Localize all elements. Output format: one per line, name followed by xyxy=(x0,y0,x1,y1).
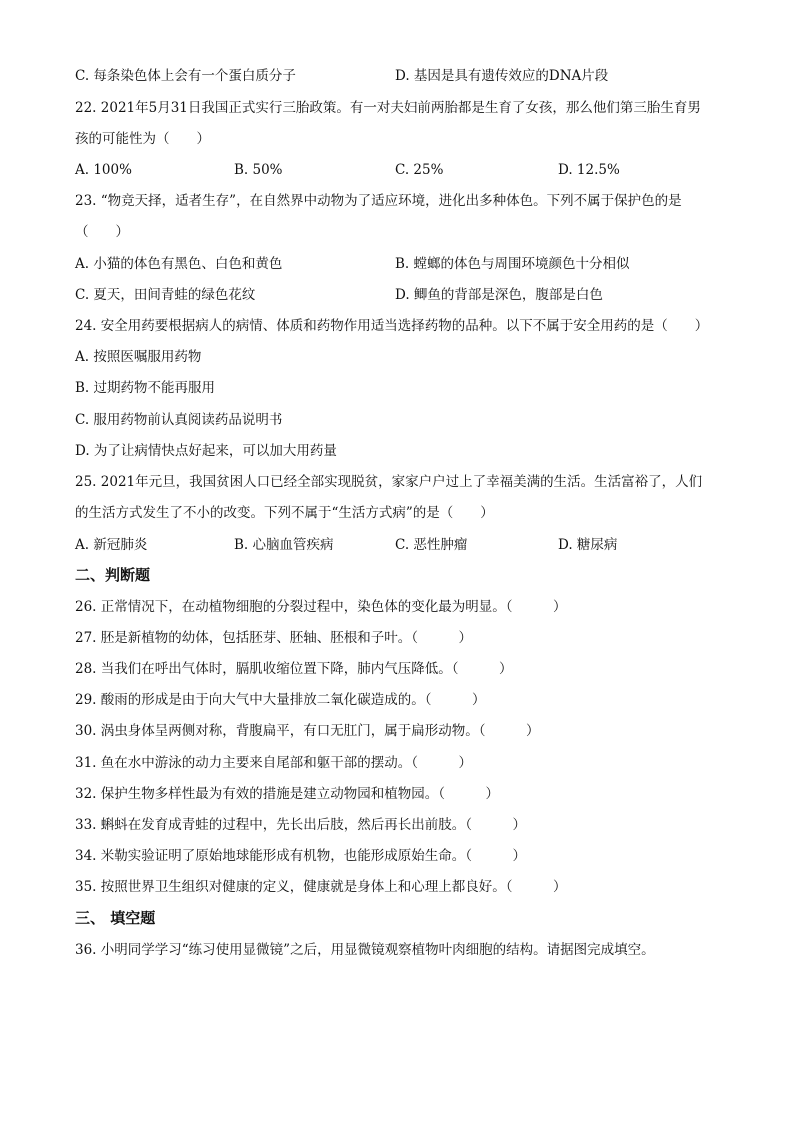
q25-stem-line-2: 的生活方式发生了不小的改变。下列不属于“生活方式病”的是（ ） xyxy=(75,505,494,521)
q21-option-d[interactable]: D. 基因是具有遗传效应的DNA片段 xyxy=(395,68,609,84)
q22-option-b[interactable]: B. 50% xyxy=(234,162,283,178)
q22-option-c[interactable]: C. 25% xyxy=(395,162,444,178)
judge-item-29: 29. 酸雨的形成是由于向大气中大量排放二氧化碳造成的。（ ） xyxy=(75,692,486,708)
q24-option-b[interactable]: B. 过期药物不能再服用 xyxy=(75,380,216,396)
judge-item-28: 28. 当我们在呼出气体时，膈肌收缩位置下降，肺内气压降低。（ ） xyxy=(75,661,513,677)
q25-stem-line-1: 25. 2021年元旦，我国贫困人口已经全部实现脱贫，家家户户过上了幸福美满的生活。生活富裕了，人们 xyxy=(75,474,703,490)
judge-item-26: 26. 正常情况下，在动植物细胞的分裂过程中，染色体的变化最为明显。（ ） xyxy=(75,599,567,615)
judge-item-33: 33. 蝌蚪在发育成青蛙的过程中，先长出后肢，然后再长出前肢。（ ） xyxy=(75,817,527,833)
judge-item-32: 32. 保护生物多样性最为有效的措施是建立动物园和植物园。（ ） xyxy=(75,786,500,802)
q25-option-d[interactable]: D. 糖尿病 xyxy=(558,537,618,553)
q22-option-d[interactable]: D. 12.5% xyxy=(558,162,620,178)
judge-item-34: 34. 米勒实验证明了原始地球能形成有机物，也能形成原始生命。（ ） xyxy=(75,848,527,864)
judge-item-27: 27. 胚是新植物的幼体，包括胚芽、胚轴、胚根和子叶。（ ） xyxy=(75,630,473,646)
q23-stem-line-1: 23. “物竞天择，适者生存”，在自然界中动物为了适应环境，进化出多种体色。下列不属于保护色的是 xyxy=(75,193,682,209)
q25-option-a[interactable]: A. 新冠肺炎 xyxy=(75,537,148,553)
q24-option-d[interactable]: D. 为了让病情快点好起来，可以加大用药量 xyxy=(75,443,337,459)
q24-stem: 24. 安全用药要根据病人的病情、体质和药物作用适当选择药物的品种。以下不属于安全用药的是（ ） xyxy=(75,318,709,334)
section-3-heading: 三、 填空题 xyxy=(75,909,156,927)
judge-item-31: 31. 鱼在水中游泳的动力主要来自尾部和躯干部的摆动。（ ） xyxy=(75,755,473,771)
q24-option-c[interactable]: C. 服用药物前认真阅读药品说明书 xyxy=(75,412,283,428)
q23-option-a[interactable]: A. 小猫的体色有黑色、白色和黄色 xyxy=(75,256,283,272)
q23-stem-line-2: （ ） xyxy=(75,224,129,240)
q24-option-a[interactable]: A. 按照医嘱服用药物 xyxy=(75,349,202,365)
q23-option-d[interactable]: D. 鲫鱼的背部是深色，腹部是白色 xyxy=(395,287,603,303)
q21-option-c[interactable]: C. 每条染色体上会有一个蛋白质分子 xyxy=(75,68,296,84)
judge-item-30: 30. 涡虫身体呈两侧对称，背腹扁平，有口无肛门，属于扁形动物。（ ） xyxy=(75,723,540,739)
section-2-heading: 二、判断题 xyxy=(75,566,151,584)
q22-option-a[interactable]: A. 100% xyxy=(75,162,132,178)
q36-stem: 36. 小明同学学习“练习使用显微镜”之后，用显微镜观察植物叶肉细胞的结构。请据图完成填空。 xyxy=(75,942,655,958)
q23-option-b[interactable]: B. 螳螂的体色与周围环境颜色十分相似 xyxy=(395,256,630,272)
judge-item-35: 35. 按照世界卫生组织对健康的定义，健康就是身体上和心理上都良好。（ ） xyxy=(75,879,567,895)
q22-stem-line-1: 22. 2021年5月31日我国正式实行三胎政策。有一对夫妇前两胎都是生育了女孩，那么他们第三胎生育男 xyxy=(75,100,701,116)
q22-stem-line-2: 孩的可能性为（ ） xyxy=(75,131,210,147)
q25-option-c[interactable]: C. 恶性肿瘤 xyxy=(395,537,468,553)
q23-option-c[interactable]: C. 夏天，田间青蛙的绿色花纹 xyxy=(75,287,256,303)
q25-option-b[interactable]: B. 心脑血管疾病 xyxy=(234,537,334,553)
